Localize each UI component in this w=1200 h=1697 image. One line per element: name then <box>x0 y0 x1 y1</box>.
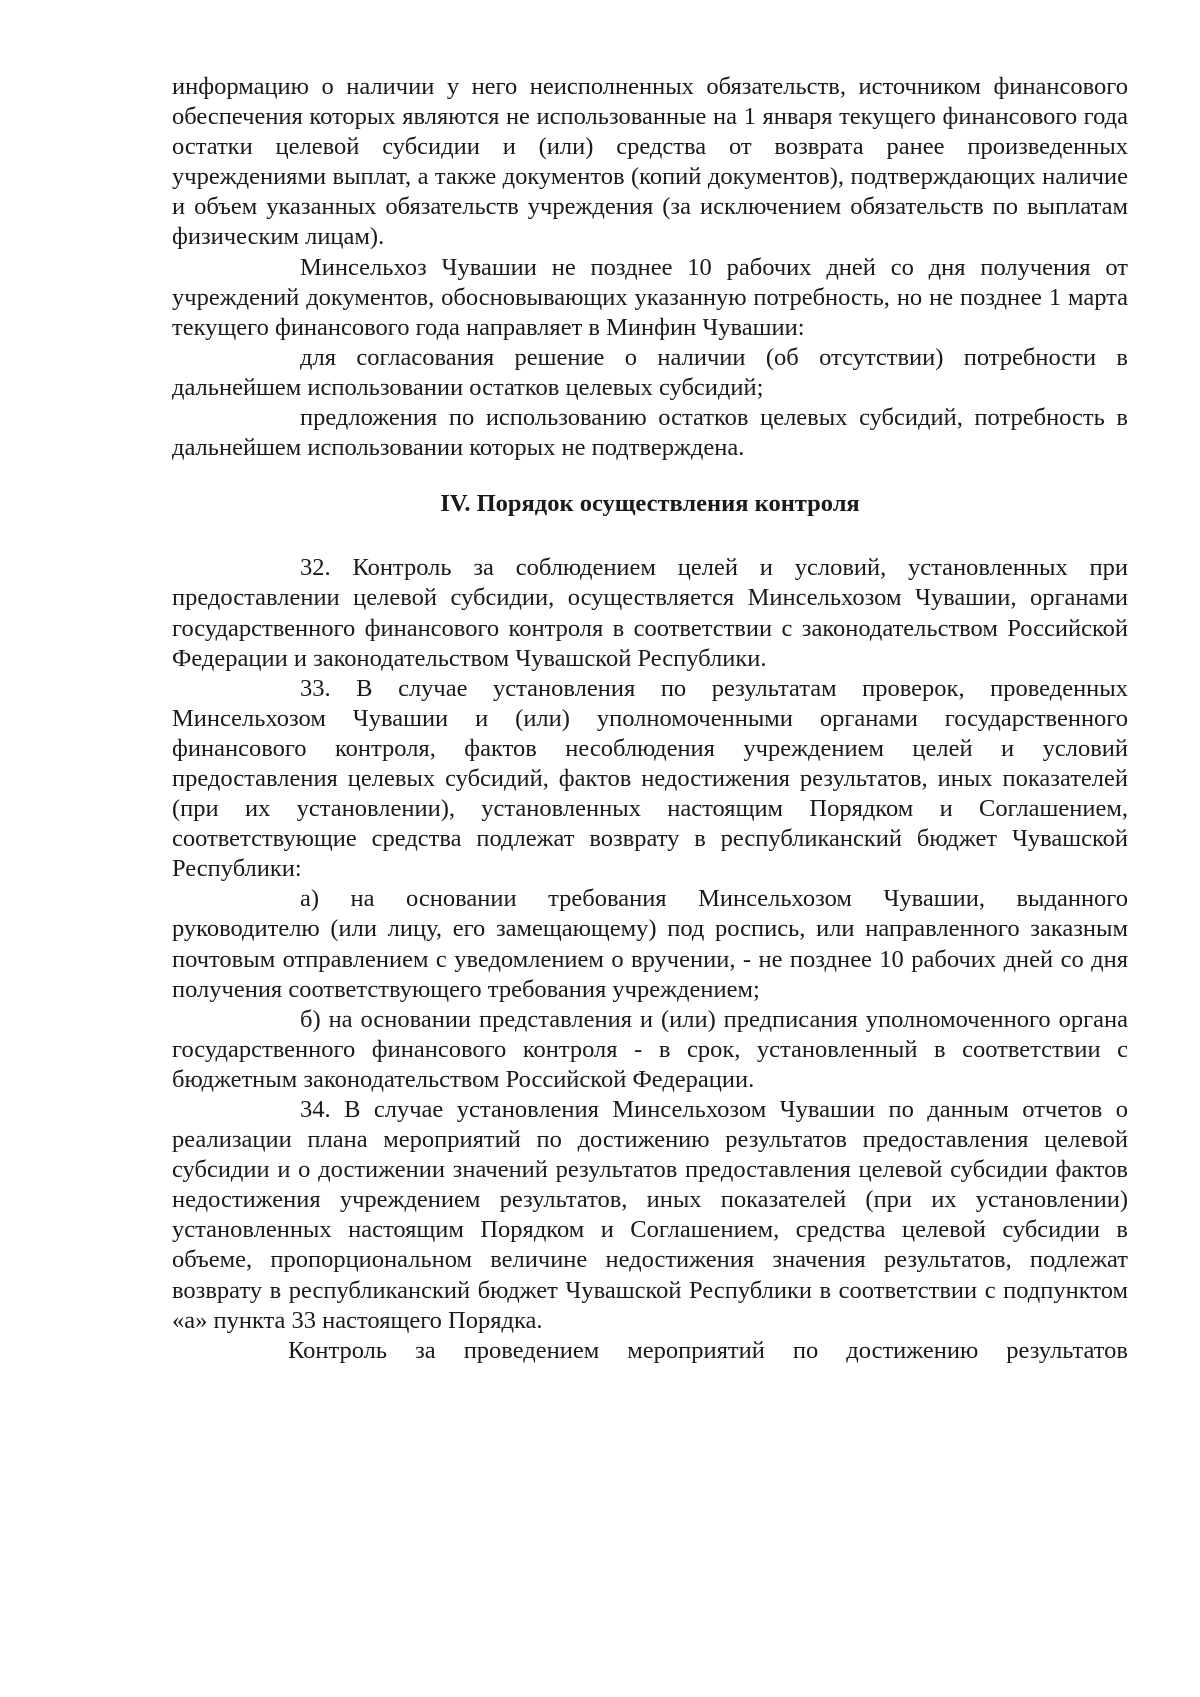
paragraph-34: 34. В случае установления Минсельхозом Чувашии по данным отчетов о реализации плана мероприятий по достижению результатов предоставления целевой субсидии и о достижении значений результатов предоставления целевой субсидии фактов недостижения учреждением результатов, иных показателей (при их установлении) установленных настоящим Порядком и Соглашением, средства целевой субсидии в объеме, пропорциональном величине недостижения значения результатов, подлежат возврату в республиканский бюджет Чувашской Республики в соответствии с подпунктом «а» пункта 33 настоящего Порядка. <box>172 1096 1128 1334</box>
document-body <box>172 72 1128 1366</box>
paragraph-33: 33. В случае установления по результатам проверок, проведенных Минсельхозом Чувашии и (или) уполномоченными органами государственного финансового контроля, фактов несоблюдения учреждением целей и условий предоставления целевых субсидий, фактов недостижения результатов, иных показателей (при их установлении), установленных настоящим Порядком и Соглашением, соответствующие средства подлежат возврату в республиканский бюджет Чувашской Республики: <box>172 674 1128 883</box>
paragraph-coordination: для согласования решение о наличии (об отсутствии) потребности в дальнейшем использовании остатков целевых субсидий; <box>172 343 1128 401</box>
paragraph-33-a: а) на основании требования Минсельхозом Чувашии, выданного руководителю (или лицу, его замещающему) под роспись, или направленного заказным почтовым отправлением с уведомлением о вручении, - не позднее 10 рабочих дней со дня получения соответствующего требования учреждением; <box>172 885 1128 1003</box>
paragraph-33-b: б) на основании представления и (или) предписания уполномоченного органа государственного финансового контроля - в срок, установленный в соответствии с бюджетным законодательством Российской Федерации. <box>172 1005 1128 1093</box>
paragraph-control: Контроль за проведением мероприятий по достижению результатов <box>288 1336 1128 1364</box>
paragraph-minselkhoz-deadline: Минсельхоз Чувашии не позднее 10 рабочих дней со дня получения от учреждений документов, обосновывающих указанную потребность, но не позднее 1 марта текущего финансового года направляет в Минфин Чувашии: <box>172 253 1128 341</box>
paragraph-proposals: предложения по использованию остатков целевых субсидий, потребность в дальнейшем использовании которых не подтверждена. <box>172 404 1128 462</box>
section-heading: IV. Порядок осуществления контроля <box>440 490 860 518</box>
paragraph-continuation: информацию о наличии у него неисполненных обязательств, источником финансового обеспечения которых являются не использованные на 1 января текущего финансового года остатки целевой субсидии и (или) средства от возврата ранее произведенных учреждениями выплат, а также документов (копий документов), подтверждающих наличие и объем указанных обязательств учреждения (за исключением обязательств по выплатам физическим лицам). <box>172 73 1128 251</box>
paragraph-32: 32. Контроль за соблюдением целей и условий, установленных при предоставлении целевой субсидии, осуществляется Минсельхозом Чувашии, органами государственного финансового контроля в соответствии с законодательством Российской Федерации и законодательством Чувашской Республики. <box>172 554 1128 672</box>
spacer <box>172 463 1128 489</box>
spacer <box>172 519 1128 553</box>
